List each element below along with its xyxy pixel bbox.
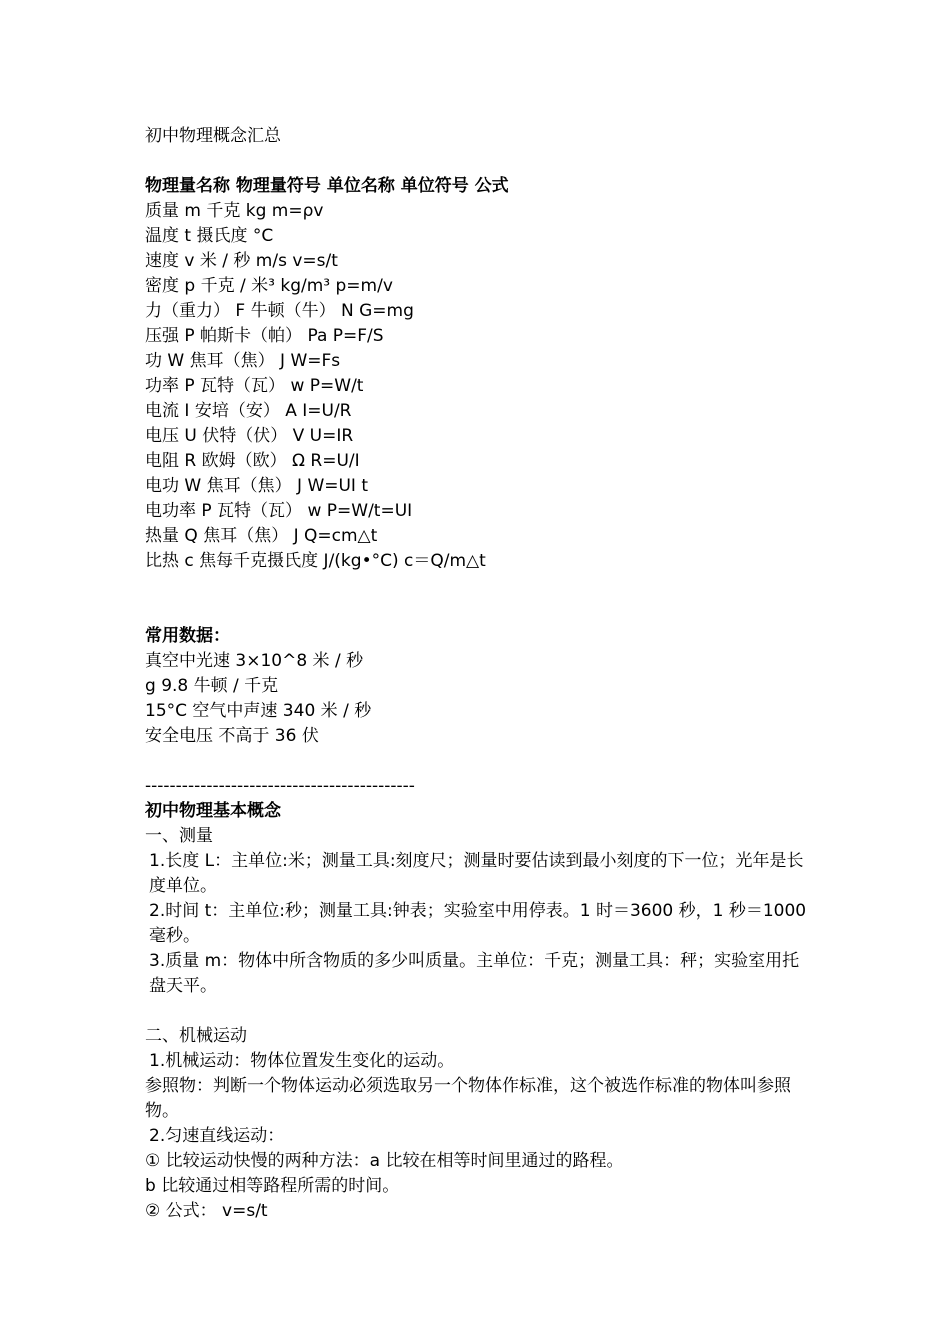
quantity-row: 功 W 焦耳（焦） J W=Fs (145, 351, 341, 371)
quantity-row: 速度 v 米 / 秒 m/s v=s/t (145, 251, 338, 271)
common-data-item: 15°C 空气中声速 340 米 / 秒 (145, 701, 372, 721)
quantity-row: 电功 W 焦耳（焦） J W=UI t (145, 476, 369, 496)
common-data-item: 安全电压 不高于 36 伏 (145, 726, 319, 746)
quantity-row: 压强 P 帕斯卡（帕） Pa P=F/S (145, 326, 384, 346)
concept-paragraph: b 比较通过相等路程所需的时间。 (145, 1176, 400, 1196)
quantity-row: 功率 P 瓦特（瓦） w P=W/t (145, 376, 364, 396)
concept-paragraph: 参照物：判断一个物体运动必须选取另一个物体作标准，这个被选作标准的物体叫参照物。 (145, 1076, 791, 1121)
quantity-row: 电压 U 伏特（伏） V U=IR (145, 426, 354, 446)
concepts-heading: 初中物理基本概念 (145, 801, 281, 821)
quantity-row: 电功率 P 瓦特（瓦） w P=W/t=UI (145, 501, 413, 521)
concept-paragraph: 2.时间 t：主单位:秒；测量工具:钟表；实验室中用停表。1 时＝3600 秒，1 秒＝1000 毫秒。 (149, 901, 807, 946)
section-title: 一、测量 (145, 826, 213, 846)
document-page (145, 124, 815, 1224)
common-data-item: g 9.8 牛顿 / 千克 (145, 676, 279, 696)
quantity-row: 力（重力） F 牛顿（牛） N G=mg (145, 301, 414, 321)
concept-paragraph: ② 公式： v=s/t (145, 1201, 268, 1221)
spacer (145, 749, 815, 774)
divider-line: -------------------------------------------- (145, 776, 415, 796)
quantity-row: 温度 t 摄氏度 °C (145, 226, 274, 246)
quantity-row: 比热 c 焦每千克摄氏度 J/(kg•°C) c＝Q/m△t (145, 551, 486, 571)
section-title: 二、机械运动 (145, 1026, 247, 1046)
quantity-row: 质量 m 千克 kg m=ρv (145, 201, 324, 221)
document-title: 初中物理概念汇总 (145, 126, 281, 146)
quantity-row: 热量 Q 焦耳（焦） J Q=cm△t (145, 526, 378, 546)
quantity-table-header: 物理量名称 物理量符号 单位名称 单位符号 公式 (145, 176, 509, 196)
concept-paragraph: 1.长度 L：主单位:米；测量工具:刻度尺；测量时要估读到最小刻度的下一位；光年是长度单位。 (149, 851, 804, 896)
concept-paragraph: 2.匀速直线运动： (149, 1126, 285, 1146)
concept-paragraph: 1.机械运动：物体位置发生变化的运动。 (149, 1051, 455, 1071)
spacer (145, 574, 815, 624)
concept-paragraph: 3.质量 m：物体中所含物质的多少叫质量。主单位：千克；测量工具：秤；实验室用托盘天平。 (149, 951, 800, 996)
concept-paragraph: ① 比较运动快慢的两种方法：a 比较在相等时间里通过的路程。 (145, 1151, 624, 1171)
spacer (145, 999, 815, 1024)
common-data-item: 真空中光速 3×10^8 米 / 秒 (145, 651, 364, 671)
quantity-row: 电流 I 安培（安） A I=U/R (145, 401, 352, 421)
common-data-heading: 常用数据： (145, 626, 230, 646)
quantity-row: 电阻 R 欧姆（欧） Ω R=U/I (145, 451, 360, 471)
spacer (145, 149, 815, 174)
quantity-row: 密度 p 千克 / 米³ kg/m³ p=m/v (145, 276, 393, 296)
